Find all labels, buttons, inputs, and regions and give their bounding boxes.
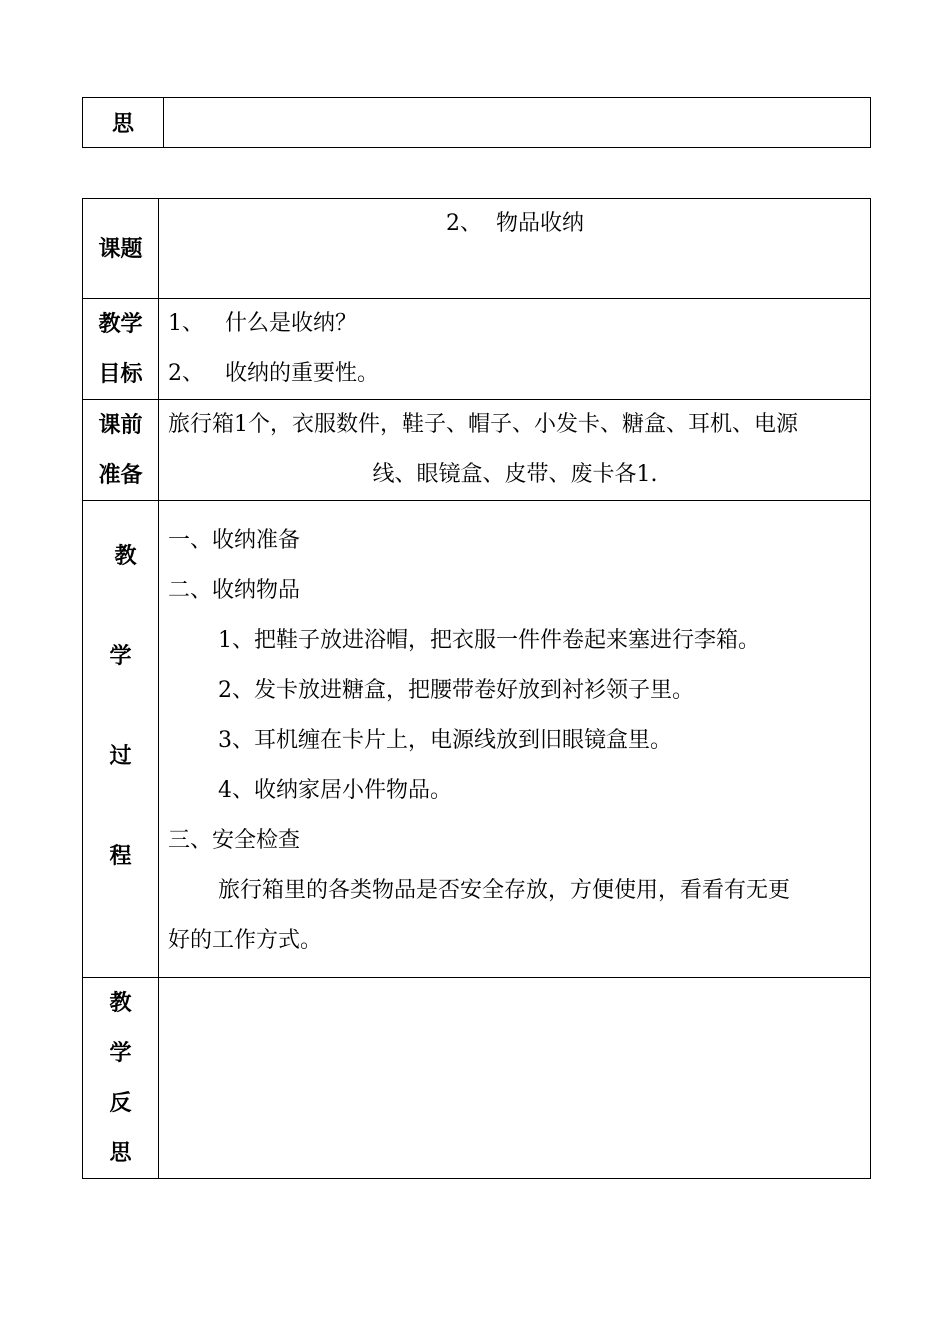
- topic-cell: [159, 199, 871, 299]
- reflection-label-char: 反: [109, 1090, 132, 1116]
- safety-text-line-1: 旅行箱里的各类物品是否安全存放，方便使用，看看有无更: [218, 878, 791, 903]
- goals-label-cell: [83, 299, 159, 400]
- topic-title: 2、 物品收纳: [446, 211, 584, 236]
- process-section-1: 一、收纳准备: [168, 528, 301, 553]
- reflection-label-cell: [83, 978, 159, 1179]
- topic-label: 课题: [98, 235, 143, 262]
- goals-cell: [159, 299, 871, 400]
- goal-item: 2、 收纳的重要性。: [168, 361, 379, 386]
- prep-label-line-1: 课前: [98, 412, 143, 438]
- goals-label-line-1: 教学: [98, 311, 143, 337]
- process-label-char: 学: [109, 643, 132, 669]
- prep-label-line-2: 准备: [98, 462, 143, 488]
- prep-line-1: 旅行箱1个，衣服数件，鞋子、帽子、小发卡、糖盒、耳机、电源: [168, 412, 798, 437]
- process-step: 4、收纳家居小件物品。: [218, 778, 452, 803]
- process-step: 2、发卡放进糖盒，把腰带卷好放到衬衫领子里。: [218, 678, 694, 703]
- prep-label-cell: [83, 400, 159, 501]
- reflection-label-char: 思: [109, 1140, 132, 1166]
- reflection-label-char: 学: [109, 1040, 132, 1066]
- goal-item: 1、 什么是收纳？: [168, 311, 357, 336]
- process-label-char: 过: [109, 743, 132, 769]
- topic-label-cell: [83, 199, 159, 299]
- reflection-content-cell: [159, 978, 871, 1179]
- goals-label-line-2: 目标: [98, 361, 143, 387]
- process-label-cell: [83, 501, 159, 978]
- reflection-label-char: 教: [109, 990, 132, 1016]
- process-section-3: 三、安全检查: [168, 828, 301, 853]
- prep-cell: [159, 400, 871, 501]
- process-step: 3、耳机缠在卡片上，电源线放到旧眼镜盒里。: [218, 728, 672, 753]
- process-step: 1、把鞋子放进浴帽，把衣服一件件卷起来塞进行李箱。: [218, 628, 760, 653]
- process-label-char: 程: [109, 843, 132, 869]
- safety-text-line-2: 好的工作方式。: [168, 928, 323, 953]
- prep-line-2: 线、眼镜盒、皮带、废卡各1.: [372, 462, 658, 487]
- process-cell: [159, 501, 871, 978]
- process-label-char: 教: [114, 543, 137, 569]
- reflection-content-cell: [164, 98, 871, 148]
- reflection-label-cell: [83, 98, 164, 148]
- lesson-plan-table: [82, 198, 871, 1179]
- process-section-2: 二、收纳物品: [168, 578, 301, 603]
- reflection-label: 思: [111, 111, 134, 137]
- previous-lesson-table: [82, 97, 871, 148]
